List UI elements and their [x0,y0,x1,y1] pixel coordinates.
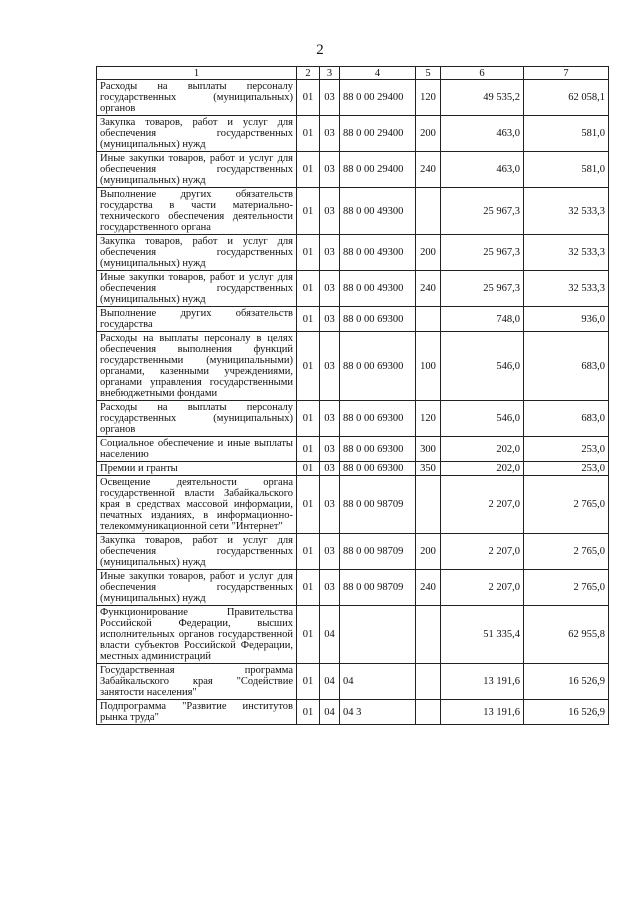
row-expense-type-cell: 300 [416,437,441,462]
row-name-cell: Выполнение других обязательств государства в части материально-технического обеспечения деятельности государственного органа [97,188,297,235]
row-expense-type-cell: 240 [416,152,441,188]
row-amount-year2-cell: 16 526,9 [524,700,609,725]
row-subsection-cell: 03 [320,462,340,476]
table-header-row [97,67,609,80]
row-amount-year1-cell: 202,0 [441,462,524,476]
row-section-cell: 01 [297,664,320,700]
row-amount-year1-cell: 2 207,0 [441,534,524,570]
column-header-3: 3 [320,67,340,80]
row-target-code-cell: 88 0 00 69300 [340,401,416,437]
row-target-code-cell: 04 3 [340,700,416,725]
row-amount-year2-cell: 2 765,0 [524,570,609,606]
table-row [97,152,609,188]
table-row [97,332,609,401]
row-name-cell: Расходы на выплаты персоналу в целях обеспечения выполнения функций государственными (муниципальными) органами, казенными учреждениями, органами управления государственными внебюджетными фондами [97,332,297,401]
row-subsection-cell: 03 [320,271,340,307]
row-subsection-cell: 03 [320,534,340,570]
row-subsection-cell: 03 [320,332,340,401]
row-name-cell: Выполнение других обязательств государства [97,307,297,332]
row-name-cell: Освещение деятельности органа государственной власти Забайкальского края в средствах массовой информации, печатных изданиях, в информационно-телекоммуникационной сети "Интернет" [97,476,297,534]
row-section-cell: 01 [297,462,320,476]
row-name-cell: Функционирование Правительства Российской Федерации, высших исполнительных органов государственной власти субъектов Российской Федерации, местных администраций [97,606,297,664]
budget-table [96,66,609,725]
row-amount-year1-cell: 51 335,4 [441,606,524,664]
row-section-cell: 01 [297,570,320,606]
row-subsection-cell: 04 [320,606,340,664]
row-amount-year2-cell: 2 765,0 [524,534,609,570]
row-subsection-cell: 03 [320,570,340,606]
table-row [97,116,609,152]
row-subsection-cell: 03 [320,116,340,152]
row-expense-type-cell: 120 [416,80,441,116]
page-number: 2 [316,42,324,58]
row-amount-year1-cell: 25 967,3 [441,271,524,307]
row-amount-year2-cell: 936,0 [524,307,609,332]
row-name-cell: Расходы на выплаты персоналу государственных (муниципальных) органов [97,401,297,437]
row-expense-type-cell: 120 [416,401,441,437]
row-amount-year1-cell: 2 207,0 [441,476,524,534]
row-expense-type-cell: 200 [416,116,441,152]
row-subsection-cell: 04 [320,664,340,700]
row-expense-type-cell [416,476,441,534]
row-subsection-cell: 03 [320,80,340,116]
row-section-cell: 01 [297,188,320,235]
row-amount-year1-cell: 13 191,6 [441,664,524,700]
column-header-4: 4 [340,67,416,80]
table-row [97,437,609,462]
row-name-cell: Расходы на выплаты персоналу государственных (муниципальных) органов [97,80,297,116]
row-amount-year2-cell: 581,0 [524,152,609,188]
row-amount-year2-cell: 253,0 [524,437,609,462]
row-target-code-cell: 88 0 00 49300 [340,235,416,271]
row-expense-type-cell [416,606,441,664]
row-amount-year1-cell: 463,0 [441,152,524,188]
column-header-7: 7 [524,67,609,80]
row-amount-year1-cell: 25 967,3 [441,235,524,271]
row-section-cell: 01 [297,116,320,152]
table-row [97,534,609,570]
row-amount-year1-cell: 49 535,2 [441,80,524,116]
row-section-cell: 01 [297,271,320,307]
row-amount-year2-cell: 683,0 [524,332,609,401]
column-header-1: 1 [97,67,297,80]
row-target-code-cell: 88 0 00 98709 [340,534,416,570]
row-section-cell: 01 [297,606,320,664]
row-section-cell: 01 [297,235,320,271]
row-target-code-cell: 88 0 00 49300 [340,271,416,307]
row-section-cell: 01 [297,437,320,462]
row-expense-type-cell: 200 [416,235,441,271]
row-target-code-cell: 88 0 00 69300 [340,307,416,332]
row-amount-year2-cell: 32 533,3 [524,188,609,235]
row-subsection-cell: 03 [320,188,340,235]
table-row [97,235,609,271]
table-row [97,462,609,476]
row-amount-year2-cell: 253,0 [524,462,609,476]
row-subsection-cell: 03 [320,235,340,271]
row-amount-year1-cell: 546,0 [441,401,524,437]
row-expense-type-cell: 240 [416,271,441,307]
row-subsection-cell: 04 [320,700,340,725]
row-section-cell: 01 [297,534,320,570]
row-name-cell: Иные закупки товаров, работ и услуг для обеспечения государственных (муниципальных) нужд [97,152,297,188]
row-target-code-cell: 88 0 00 98709 [340,570,416,606]
row-target-code-cell: 88 0 00 29400 [340,80,416,116]
row-name-cell: Премии и гранты [97,462,297,476]
row-amount-year2-cell: 683,0 [524,401,609,437]
row-subsection-cell: 03 [320,152,340,188]
row-expense-type-cell: 100 [416,332,441,401]
row-name-cell: Государственная программа Забайкальского края "Содействие занятости населения" [97,664,297,700]
row-amount-year2-cell: 16 526,9 [524,664,609,700]
row-expense-type-cell [416,700,441,725]
row-amount-year2-cell: 2 765,0 [524,476,609,534]
row-target-code-cell: 88 0 00 29400 [340,116,416,152]
row-amount-year2-cell: 32 533,3 [524,271,609,307]
column-header-6: 6 [441,67,524,80]
table-row [97,80,609,116]
table-row [97,570,609,606]
row-amount-year2-cell: 581,0 [524,116,609,152]
table-row [97,700,609,725]
table-row [97,188,609,235]
row-target-code-cell: 04 [340,664,416,700]
row-expense-type-cell [416,307,441,332]
column-header-2: 2 [297,67,320,80]
row-expense-type-cell: 240 [416,570,441,606]
row-name-cell: Иные закупки товаров, работ и услуг для обеспечения государственных (муниципальных) нужд [97,271,297,307]
row-expense-type-cell [416,188,441,235]
row-amount-year2-cell: 32 533,3 [524,235,609,271]
table-row [97,401,609,437]
table-row [97,271,609,307]
row-expense-type-cell [416,664,441,700]
row-amount-year2-cell: 62 058,1 [524,80,609,116]
row-section-cell: 01 [297,476,320,534]
row-subsection-cell: 03 [320,307,340,332]
table-row [97,476,609,534]
table-row [97,606,609,664]
row-amount-year2-cell: 62 955,8 [524,606,609,664]
row-amount-year1-cell: 25 967,3 [441,188,524,235]
row-section-cell: 01 [297,401,320,437]
row-name-cell: Закупка товаров, работ и услуг для обеспечения государственных (муниципальных) нужд [97,534,297,570]
row-target-code-cell: 88 0 00 69300 [340,332,416,401]
table-row [97,307,609,332]
row-target-code-cell: 88 0 00 69300 [340,437,416,462]
row-expense-type-cell: 200 [416,534,441,570]
row-name-cell: Подпрограмма "Развитие институтов рынка труда" [97,700,297,725]
row-subsection-cell: 03 [320,437,340,462]
row-amount-year1-cell: 748,0 [441,307,524,332]
row-target-code-cell: 88 0 00 49300 [340,188,416,235]
row-name-cell: Закупка товаров, работ и услуг для обеспечения государственных (муниципальных) нужд [97,235,297,271]
row-amount-year1-cell: 546,0 [441,332,524,401]
row-expense-type-cell: 350 [416,462,441,476]
row-section-cell: 01 [297,152,320,188]
row-name-cell: Иные закупки товаров, работ и услуг для обеспечения государственных (муниципальных) нужд [97,570,297,606]
row-subsection-cell: 03 [320,476,340,534]
row-section-cell: 01 [297,332,320,401]
row-target-code-cell [340,606,416,664]
row-amount-year1-cell: 13 191,6 [441,700,524,725]
table-row [97,664,609,700]
row-section-cell: 01 [297,80,320,116]
row-target-code-cell: 88 0 00 29400 [340,152,416,188]
row-amount-year1-cell: 202,0 [441,437,524,462]
row-amount-year1-cell: 463,0 [441,116,524,152]
row-section-cell: 01 [297,307,320,332]
row-target-code-cell: 88 0 00 69300 [340,462,416,476]
row-name-cell: Закупка товаров, работ и услуг для обеспечения государственных (муниципальных) нужд [97,116,297,152]
row-name-cell: Социальное обеспечение и иные выплаты населению [97,437,297,462]
row-section-cell: 01 [297,700,320,725]
row-subsection-cell: 03 [320,401,340,437]
column-header-5: 5 [416,67,441,80]
row-target-code-cell: 88 0 00 98709 [340,476,416,534]
row-amount-year1-cell: 2 207,0 [441,570,524,606]
